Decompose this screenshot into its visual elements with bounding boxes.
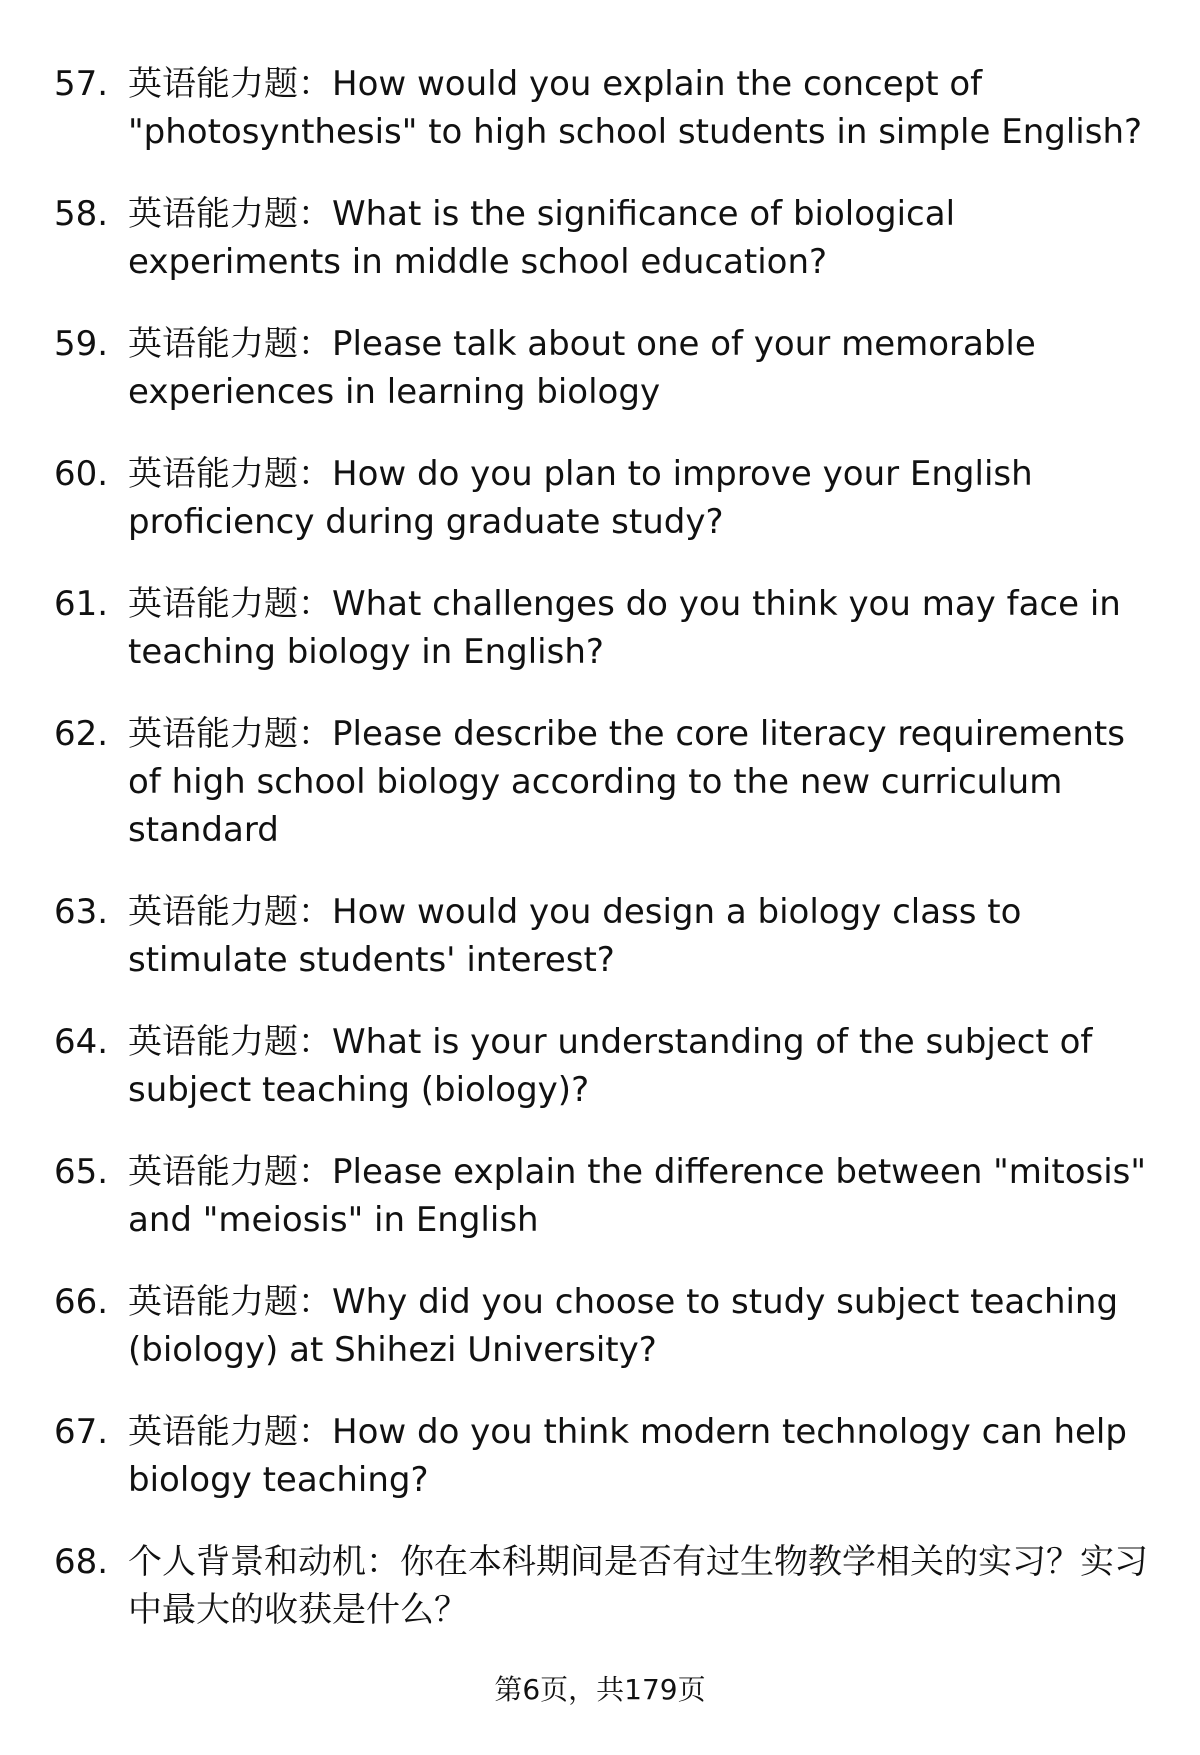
question-list xyxy=(54,60,1164,1668)
question-item-62 xyxy=(54,710,1164,854)
question-item-58 xyxy=(54,190,1164,286)
question-text: 英语能力题：How would you design a biology class to stimulate students' interest? xyxy=(128,892,1022,980)
question-item-63 xyxy=(54,888,1164,984)
question-number: 61. xyxy=(54,584,109,624)
question-item-64 xyxy=(54,1018,1164,1114)
question-item-60 xyxy=(54,450,1164,546)
question-number: 64. xyxy=(54,1022,109,1062)
question-text: 英语能力题：Please explain the difference between "mitosis" and "meiosis" in English xyxy=(128,1152,1147,1240)
question-text: 个人背景和动机：你在本科期间是否有过生物教学相关的实习？实习中最大的收获是什么？ xyxy=(128,1542,1148,1630)
question-number: 59. xyxy=(54,324,109,364)
question-text: 英语能力题：How do you think modern technology can help biology teaching? xyxy=(128,1412,1127,1500)
question-number: 68. xyxy=(54,1542,109,1582)
question-text: 英语能力题：How would you explain the concept of "photosynthesis" to high school students in simple English? xyxy=(128,64,1143,152)
question-item-65 xyxy=(54,1148,1164,1244)
question-text: 英语能力题：Please talk about one of your memorable experiences in learning biology xyxy=(128,324,1036,412)
question-text: 英语能力题：What is your understanding of the subject of subject teaching (biology)? xyxy=(128,1022,1093,1110)
question-number: 63. xyxy=(54,892,109,932)
question-number: 58. xyxy=(54,194,109,234)
question-text: 英语能力题：What challenges do you think you may face in teaching biology in English? xyxy=(128,584,1121,672)
question-item-68 xyxy=(54,1538,1164,1634)
page-footer: 第6页，共179页 xyxy=(494,1673,706,1706)
question-number: 57. xyxy=(54,64,109,104)
question-item-67 xyxy=(54,1408,1164,1504)
question-text: 英语能力题：How do you plan to improve your English proficiency during graduate study? xyxy=(128,454,1033,542)
question-item-61 xyxy=(54,580,1164,676)
question-number: 60. xyxy=(54,454,109,494)
question-text: 英语能力题：Please describe the core literacy requirements of high school biology according to the new curriculum standard xyxy=(128,714,1125,850)
question-number: 67. xyxy=(54,1412,109,1452)
question-number: 66. xyxy=(54,1282,109,1322)
question-text: 英语能力题：Why did you choose to study subject teaching (biology) at Shihezi University? xyxy=(128,1282,1119,1370)
question-number: 62. xyxy=(54,714,109,754)
question-item-59 xyxy=(54,320,1164,416)
question-text: 英语能力题：What is the significance of biological experiments in middle school education? xyxy=(128,194,956,282)
question-item-57 xyxy=(54,60,1164,156)
question-item-66 xyxy=(54,1278,1164,1374)
question-number: 65. xyxy=(54,1152,109,1192)
